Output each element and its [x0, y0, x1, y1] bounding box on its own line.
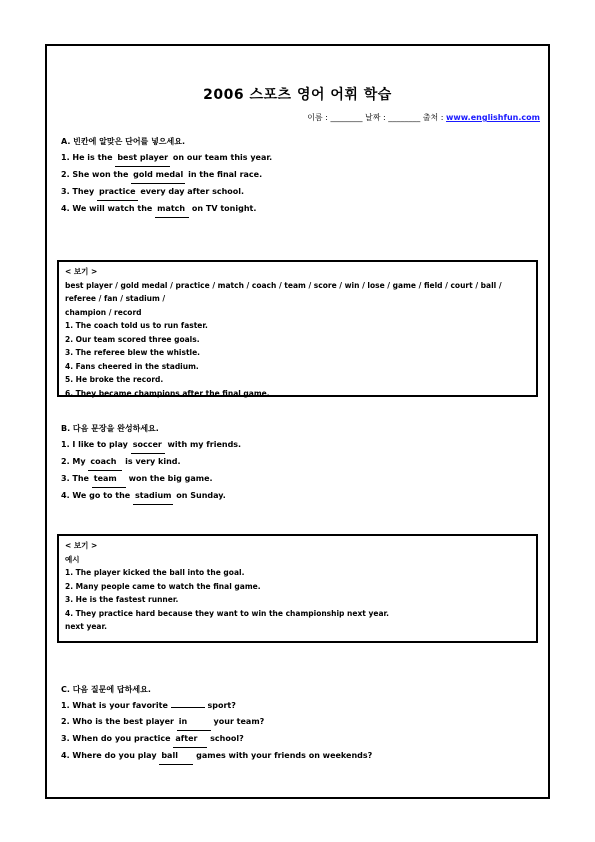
section-b-line-2	[61, 454, 534, 471]
line-post: with my friends.	[167, 440, 242, 449]
answer-blank[interactable]: after	[173, 731, 207, 748]
box-1-line-1: best player / gold medal / practice / match / coach / team / score / win / lose / game / field / court / ball / referee / fan / stadium /	[65, 280, 502, 303]
answer-blank[interactable]: in	[177, 714, 211, 731]
box-2-line-2: 2. Many people came to watch the final game.	[65, 581, 261, 591]
answer-blank[interactable]: team	[92, 471, 126, 488]
section-b-line-4	[61, 488, 534, 505]
line-post: in the final race.	[188, 170, 263, 179]
example-box-2	[57, 534, 538, 643]
answer-blank[interactable]: soccer	[131, 437, 165, 454]
section-a-line-2	[61, 167, 534, 184]
line-pre: 2. She won the	[61, 170, 129, 179]
source-link[interactable]: www.englishfun.com	[446, 113, 540, 122]
box-1-line-2: champion / record	[65, 307, 142, 317]
box-1-line-6: 4. Fans cheered in the stadium.	[65, 361, 199, 371]
answer-blank[interactable]: best player	[115, 150, 170, 167]
line-pre: 2. My	[61, 457, 86, 466]
section-c-line-2	[61, 714, 534, 731]
section-b-heading: B. 다음 문장을 완성하세요.	[61, 424, 159, 433]
box-2-tail: next year.	[65, 622, 107, 631]
line-post: school?	[210, 734, 244, 743]
line-pre: 4. We will watch the	[61, 204, 153, 213]
example-box-1	[57, 260, 538, 397]
line-pre: 2. Who is the best player	[61, 717, 174, 726]
line-pre: 1. He is the	[61, 153, 113, 162]
line-pre: 1. I like to play	[61, 440, 128, 449]
answer-blank[interactable]: gold medal	[131, 167, 185, 184]
section-a-line-4	[61, 201, 534, 218]
line-post: your team?	[213, 717, 265, 726]
box-2-line-3: 3. He is the fastest runner.	[65, 595, 179, 604]
line-post: sport?	[207, 701, 236, 710]
line-pre: 1. What is your favorite	[61, 701, 168, 710]
line-pre: 4. Where do you play	[61, 751, 157, 760]
line-pre: 3. They	[61, 187, 95, 196]
section-c-line-1	[61, 698, 534, 714]
box-1-line-8: 6. They became champions after the final game.	[65, 388, 270, 398]
line-post: won the big game.	[128, 474, 213, 483]
subtitle-text: 이름 : ________ 날짜 : ________ 출처 :	[307, 113, 444, 122]
answer-blank[interactable]: ball	[159, 748, 193, 765]
box-1-line-4: 2. Our team scored three goals.	[65, 334, 200, 344]
section-c-line-3	[61, 731, 534, 748]
line-pre: 3. The	[61, 474, 89, 483]
line-post: games with your friends on weekends?	[196, 751, 373, 760]
box-2-line-4: 4. They practice hard because they want to win the championship next year.	[65, 608, 390, 618]
section-b	[61, 421, 534, 505]
answer-blank[interactable]: match	[155, 201, 189, 218]
section-a-line-1	[61, 150, 534, 167]
section-a-heading: A. 빈칸에 알맞은 단어를 넣으세요.	[61, 137, 186, 146]
answer-blank[interactable]: coach	[88, 454, 122, 471]
section-b-line-3	[61, 471, 534, 488]
line-post: on our team this year.	[172, 153, 273, 162]
line-pre: 3. When do you practice	[61, 734, 171, 743]
answer-blank[interactable]	[171, 707, 205, 708]
line-post: is very kind.	[125, 457, 181, 466]
section-c-heading: C. 다음 질문에 답하세요.	[61, 685, 151, 694]
box-1-label: < 보기 >	[65, 267, 98, 276]
line-post: every day after school.	[140, 187, 245, 196]
section-b-line-1	[61, 437, 534, 454]
line-post: on Sunday.	[176, 491, 226, 500]
section-a-line-3	[61, 184, 534, 201]
section-c-line-4	[61, 748, 534, 765]
box-2-line-1: 1. The player kicked the ball into the goal.	[65, 568, 245, 577]
box-1-line-3: 1. The coach told us to run faster.	[65, 321, 208, 330]
page-title: 2006 스포츠 영어 어휘 학습	[203, 87, 392, 103]
answer-blank[interactable]: practice	[97, 184, 138, 201]
line-post: on TV tonight.	[191, 204, 257, 213]
line-pre: 4. We go to the	[61, 491, 131, 500]
box-2-sublabel: 예시	[65, 554, 80, 564]
section-c	[61, 682, 534, 765]
page-subtitle	[307, 112, 540, 123]
section-a	[61, 134, 534, 218]
answer-blank[interactable]: stadium	[133, 488, 173, 505]
box-2-label: < 보기 >	[65, 541, 98, 550]
page-frame	[45, 44, 550, 799]
box-1-line-7: 5. He broke the record.	[65, 375, 164, 384]
box-1-line-5: 3. The referee blew the whistle.	[65, 348, 201, 357]
